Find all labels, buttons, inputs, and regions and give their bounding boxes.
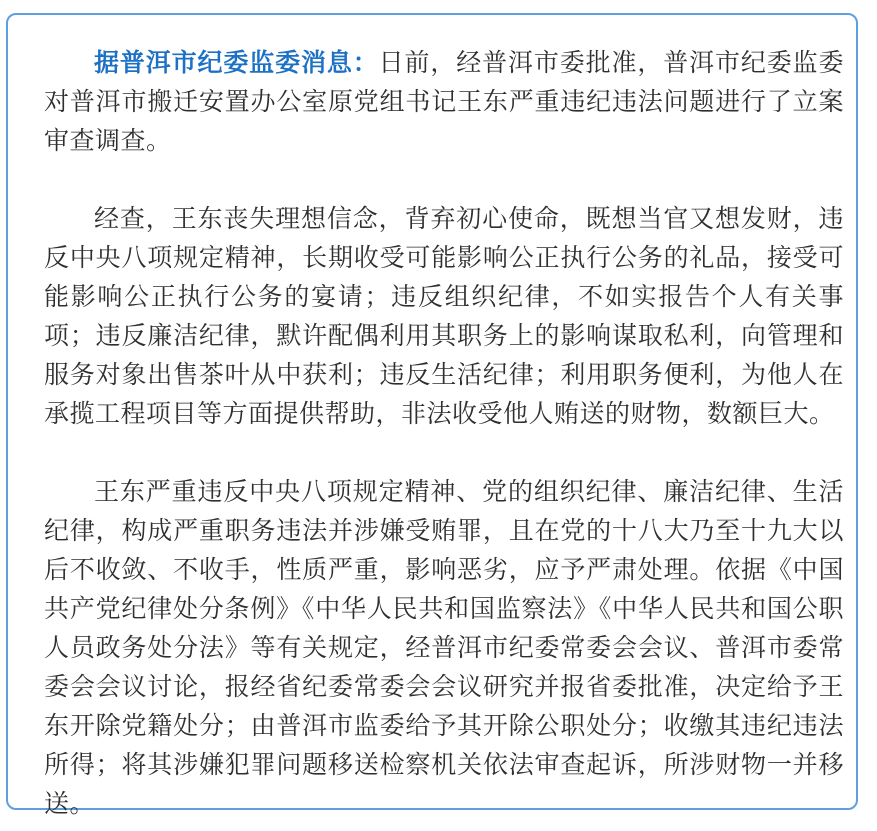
paragraph-1 [44, 43, 844, 160]
article-frame [6, 13, 858, 818]
paragraph-2: 经查，王东丧失理想信念，背弃初心使命，既想当官又想发财，违反中央八项规定精神，长期收受可能影响公正执行公务的礼品，接受可能影响公正执行公务的宴请；违反组织纪律，不如实报告个人有关事项；违反廉洁纪律，默许配偶利用其职务上的影响谋取私利，向管理和服务对象出售茶叶从中获利；违反生活纪律；利用职务便利，为他人在承揽工程项目等方面提供帮助，非法收受他人贿送的财物，数额巨大。 [44, 204, 844, 428]
paragraph-3: 王东严重违反中央八项规定精神、党的组织纪律、廉洁纪律、生活纪律，构成严重职务违法并涉嫌受贿罪，且在党的十八大乃至十九大以后不收敛、不收手，性质严重，影响恶劣，应予严肃处理。依据《中国共产党纪律处分条例》《中华人民共和国监察法》《中华人民共和国公职人员政务处分法》等有关规定，经普洱市纪委常委会会议、普洱市委常委会会议讨论，报经省纪委常委会会议研究并报省委批准，决定给予王东开除党籍处分；由普洱市监委给予其开除公职处分；收缴其违纪违法所得；将其涉嫌犯罪问题移送检察机关依法审查起诉，所涉财物一并移送。 [44, 477, 844, 818]
article-body [44, 43, 844, 823]
paragraph-1-text: 日前，经普洱市委批准，普洱市纪委监委对普洱市搬迁安置办公室原党组书记王东严重违纪违法问题进行了立案审查调查。 [44, 48, 844, 155]
lead-label: 据普洱市纪委监委消息： [94, 48, 379, 77]
